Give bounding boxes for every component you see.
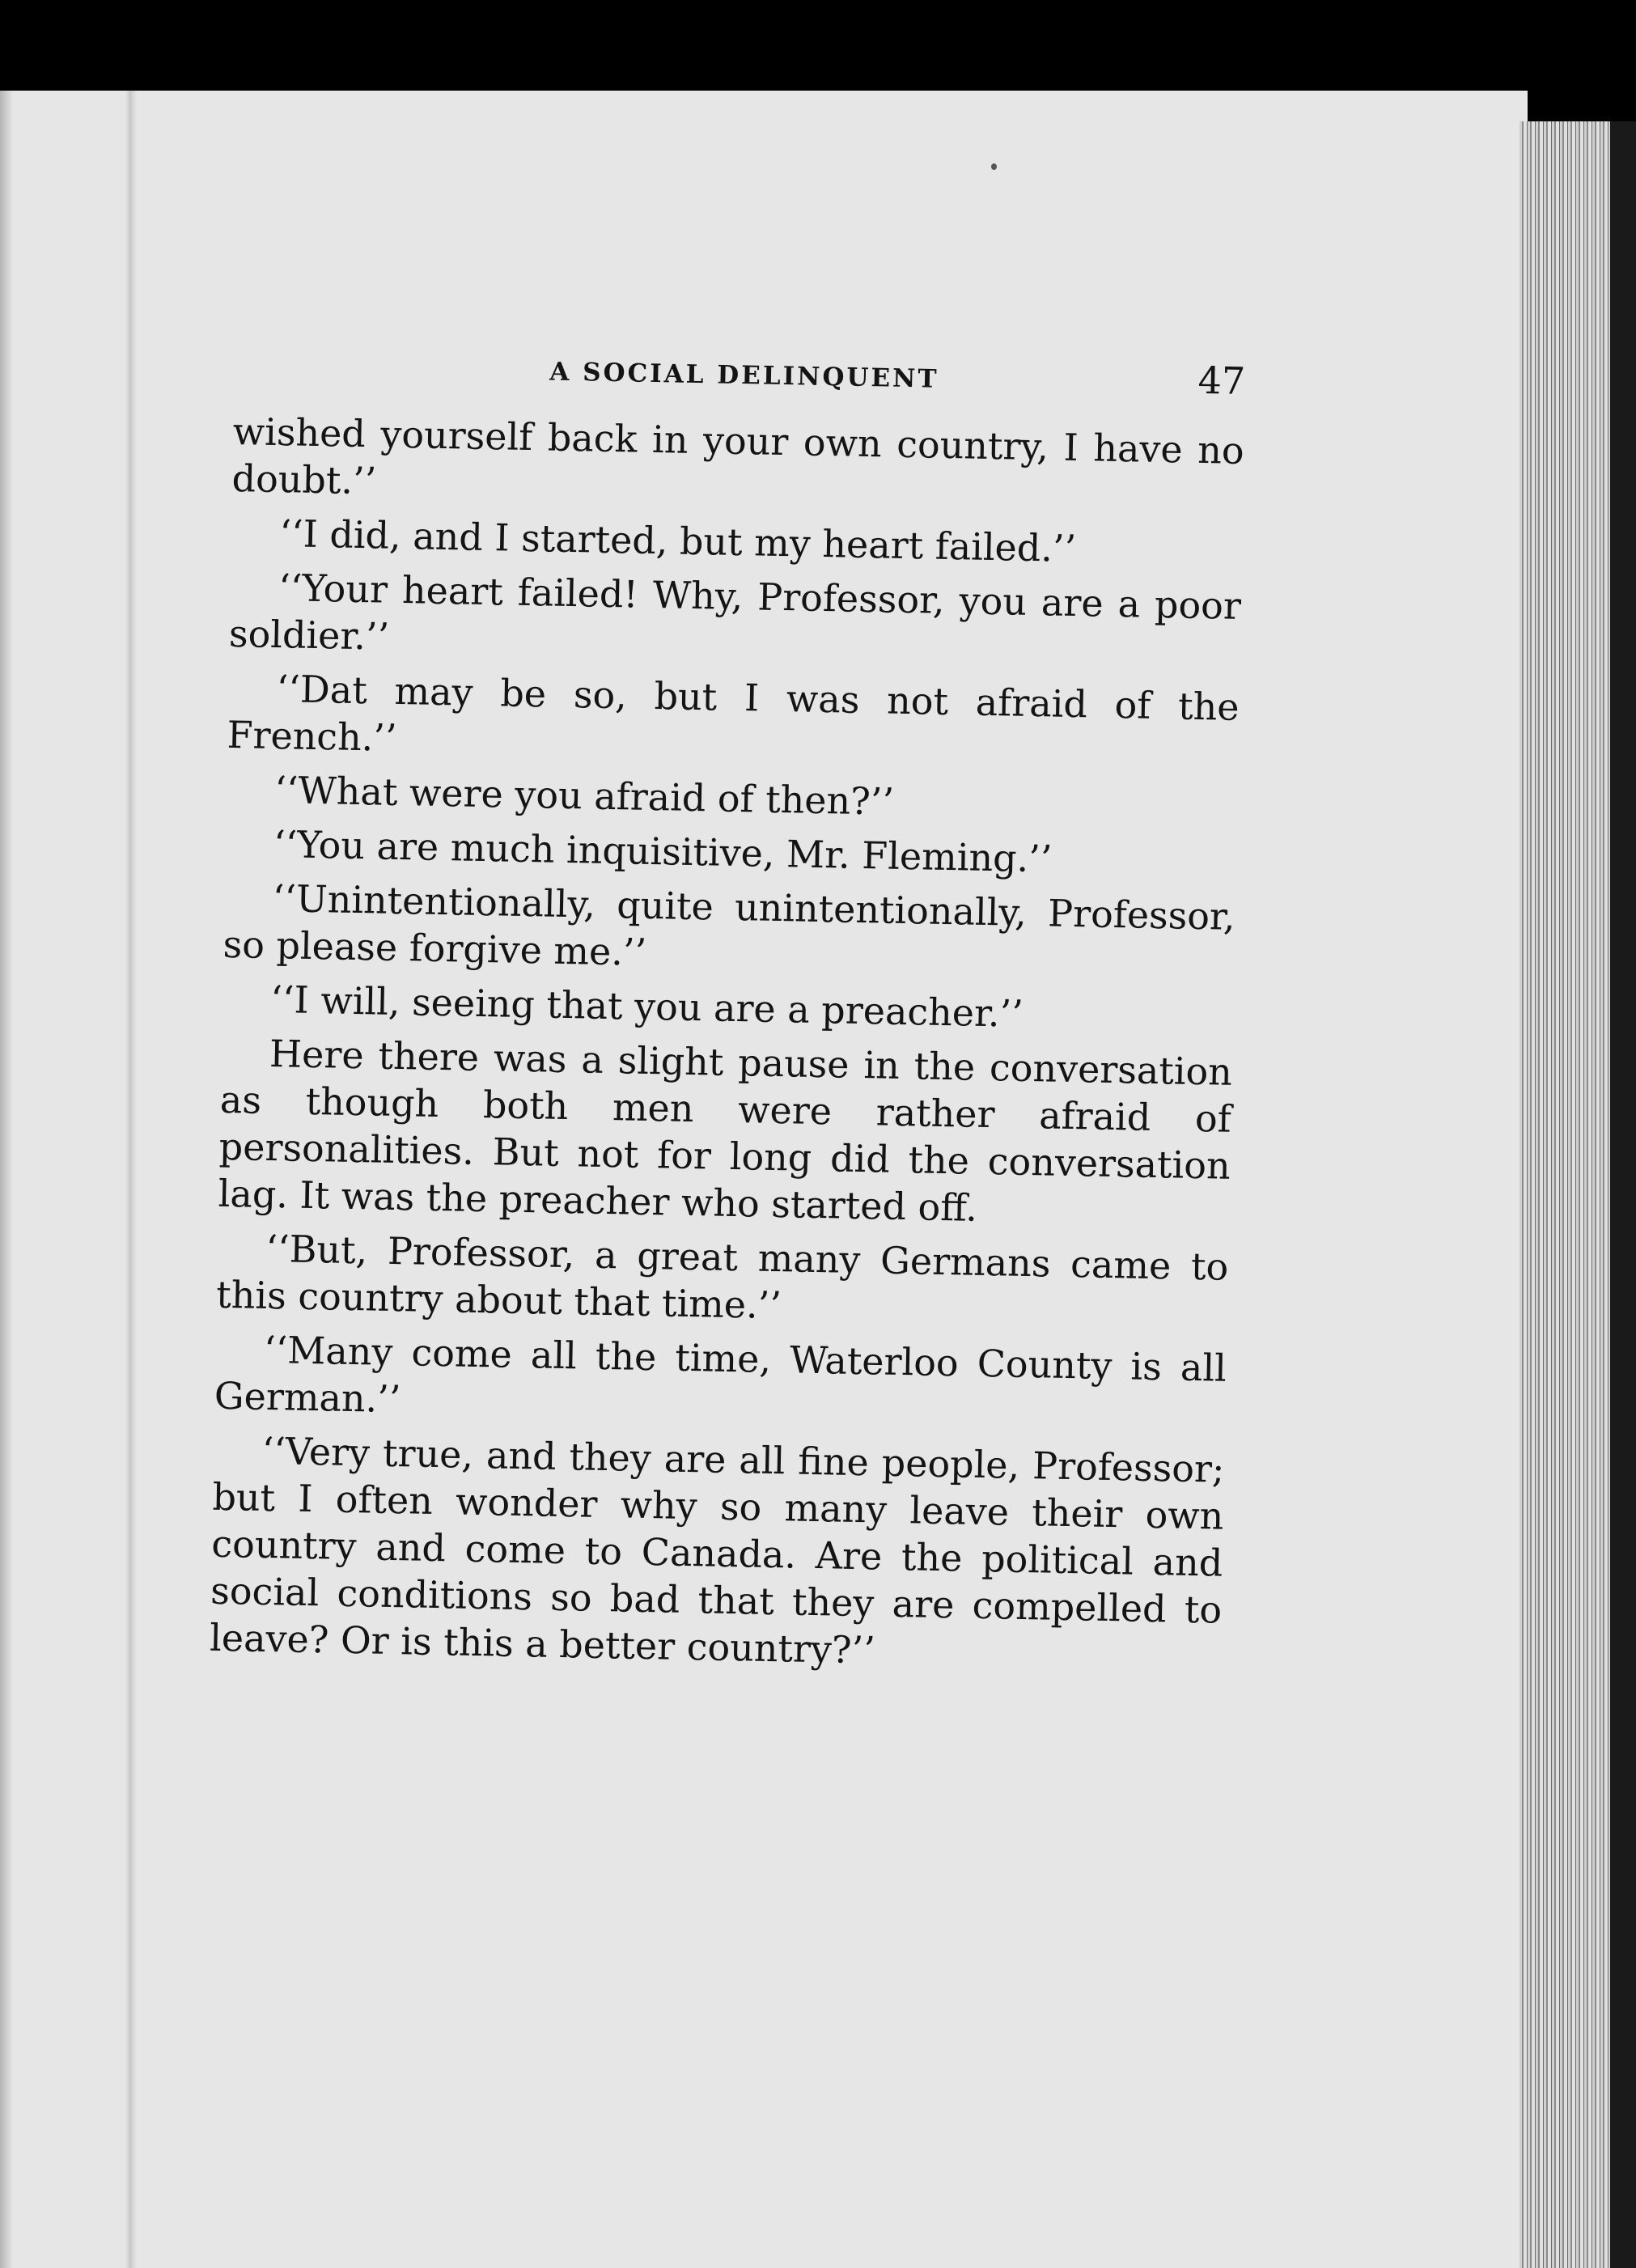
paragraph-10: ‘‘But, Professor, a great many Germans came to this country about that time.’’ xyxy=(215,1226,1229,1328)
paragraph-2: ‘‘I did, and I started, but my heart failed.’’ xyxy=(278,511,1077,571)
gutter-shadow xyxy=(0,91,13,2268)
paragraph-12: ‘‘Very true, and they are all fine people, Professor; but I often wonder why so many leave their own country and come to Canada. Are the political and social conditions so bad that they are compelled to leave? Or is this a better country?’’ xyxy=(209,1428,1225,1672)
paragraph-1: wished yourself back in your own country, I have no doubt.’’ xyxy=(231,409,1245,503)
paragraph-9: Here there was a slight pause in the conversation as though both men were rather afraid of personalities. But not for long did the conversation lag. It was the preacher who started off. xyxy=(218,1031,1233,1230)
page-number: 47 xyxy=(1197,358,1246,403)
page-edges xyxy=(1519,121,1617,2268)
paragraph-5: ‘‘What were you afraid of then?’’ xyxy=(273,768,895,824)
paragraph-3: ‘‘Your heart failed! Why, Professor, you are a poor soldier.’’ xyxy=(228,566,1242,659)
page-text-block xyxy=(209,340,1245,1688)
paragraph-11: ‘‘Many come all the time, Waterloo County is all German.’’ xyxy=(214,1327,1227,1422)
paragraph-6: ‘‘You are much inquisitive, Mr. Fleming.’’ xyxy=(273,822,1053,881)
book-cover-edge xyxy=(1610,121,1636,2268)
paragraph-8: ‘‘I will, seeing that you are a preacher.’’ xyxy=(269,977,1024,1036)
ink-speck xyxy=(991,163,997,170)
running-head-title: A SOCIAL DELINQUENT xyxy=(549,357,939,394)
paragraph-7: ‘‘Unintentionally, quite unintentionally, Professor, so please forgive me.’’ xyxy=(223,876,1236,974)
paragraph-4: ‘‘Dat may be so, but I was not afraid of the French.’’ xyxy=(227,667,1240,760)
binding-crease xyxy=(125,91,137,2268)
